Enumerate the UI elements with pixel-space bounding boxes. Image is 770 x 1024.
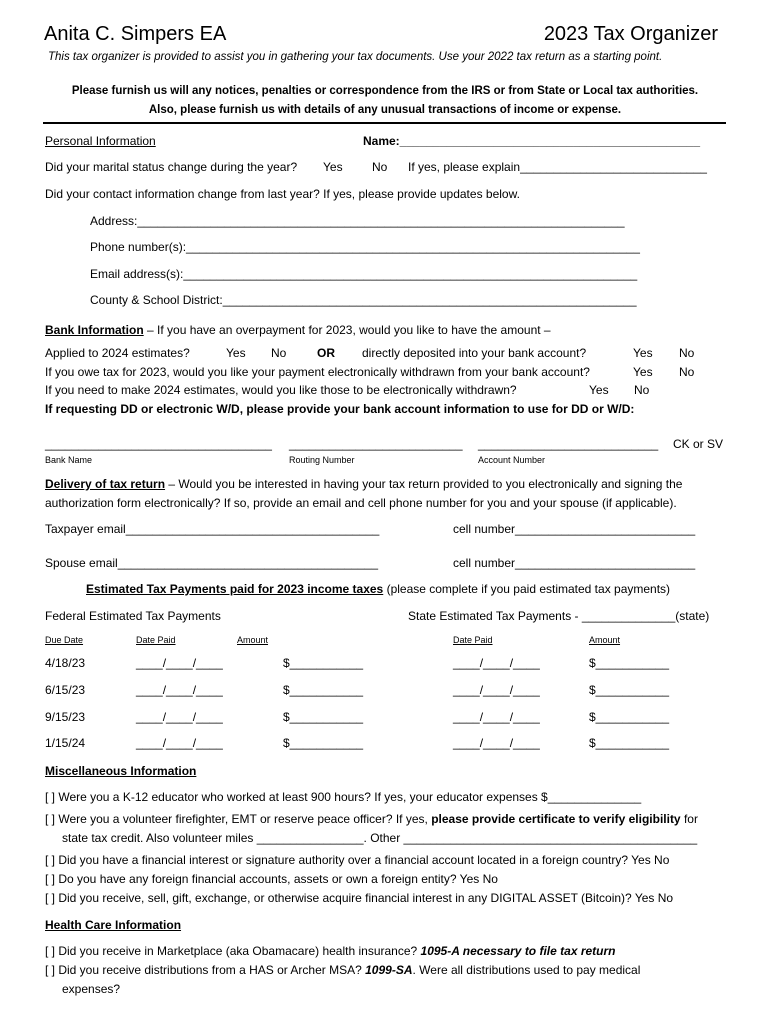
row-2-state-amount[interactable]: $___________ xyxy=(589,683,670,697)
or-label: OR xyxy=(317,346,335,360)
deposit-yes-option[interactable]: Yes xyxy=(633,346,653,360)
taxpayer-cell-field[interactable]: cell number___________________________ xyxy=(453,522,696,536)
document-title: 2023 Tax Organizer xyxy=(543,23,718,45)
header-divider xyxy=(43,122,726,124)
state-date-paid-header: Date Paid xyxy=(453,635,493,645)
requesting-dd-instruction: If requesting DD or electronic W/D, please provide your bank account information to use for DD or W/D: xyxy=(45,402,635,416)
federal-date-paid-header: Date Paid xyxy=(136,635,176,645)
volunteer-certificate-note: please provide certificate to verify eligibility xyxy=(431,812,681,826)
phone-field[interactable]: Phone number(s):____________________________________________________________________ xyxy=(90,240,640,254)
row-4-federal-date-paid[interactable]: ____/____/____ xyxy=(136,736,223,750)
row-3-state-date-paid[interactable]: ____/____/____ xyxy=(453,710,540,724)
form-1095a-note: 1095-A necessary to file tax return xyxy=(420,944,616,958)
row-1-state-amount[interactable]: $___________ xyxy=(589,656,670,670)
hsa-question-line-2: expenses? xyxy=(62,982,121,996)
name-field[interactable]: Name:_____________________________________________ xyxy=(363,134,701,148)
deposit-no-option[interactable]: No xyxy=(679,346,695,360)
applied-yes-option[interactable]: Yes xyxy=(226,346,246,360)
owe-no-option[interactable]: No xyxy=(679,365,695,379)
account-number-field[interactable]: ___________________________ xyxy=(478,437,659,451)
firm-name: Anita C. Simpers EA xyxy=(44,23,227,45)
hsa-question[interactable] xyxy=(45,963,640,977)
row-4-state-date-paid[interactable]: ____/____/____ xyxy=(453,736,540,750)
delivery-line-2: authorization form electronically? If so, provide an email and cell phone number for you and your spouse (if applicable). xyxy=(45,496,677,510)
delivery-line-1 xyxy=(45,477,682,491)
foreign-account-question[interactable]: [ ] Did you have a financial interest or signature authority over a financial account located in a foreign country? Yes No xyxy=(45,853,670,867)
personal-info-heading: Personal Information xyxy=(45,134,156,148)
owe-tax-question: If you owe tax for 2023, would you like your payment electronically withdrawn from your bank account? xyxy=(45,365,590,379)
row-4-federal-amount[interactable]: $___________ xyxy=(283,736,364,750)
misc-info-heading: Miscellaneous Information xyxy=(45,764,197,778)
estimated-payments-note: (please complete if you paid estimated tax payments) xyxy=(383,582,671,596)
owe-yes-option[interactable]: Yes xyxy=(633,365,653,379)
row-3-federal-date-paid[interactable]: ____/____/____ xyxy=(136,710,223,724)
form-1099sa-note: 1099-SA xyxy=(365,963,413,977)
applied-estimates-question: Applied to 2024 estimates? xyxy=(45,346,190,360)
spouse-email-field[interactable]: Spouse email_______________________________________ xyxy=(45,556,378,570)
spouse-cell-field[interactable]: cell number___________________________ xyxy=(453,556,696,570)
account-number-caption: Account Number xyxy=(478,455,546,465)
applied-no-option[interactable]: No xyxy=(271,346,287,360)
due-date-header: Due Date xyxy=(45,635,84,645)
row-1-federal-amount[interactable]: $___________ xyxy=(283,656,364,670)
volunteer-miles-line[interactable]: state tax credit. Also volunteer miles ________________. Other ____________________________________________ xyxy=(62,831,698,845)
notice-line-1: Please furnish us will any notices, penalties or correspondence from the IRS or from State or Local tax authorities. xyxy=(71,85,699,97)
bank-info-line xyxy=(45,323,551,337)
row-3-federal-amount[interactable]: $___________ xyxy=(283,710,364,724)
row-4-due-date: 1/15/24 xyxy=(45,736,86,750)
row-2-federal-amount[interactable]: $___________ xyxy=(283,683,364,697)
delivery-text-1: – Would you be interested in having your tax return provided to you electronically and signing the xyxy=(165,477,683,491)
direct-deposit-question: directly deposited into your bank account? xyxy=(362,346,587,360)
volunteer-text-a: [ ] Were you a volunteer firefighter, EMT or reserve peace officer? If yes, xyxy=(45,812,432,826)
bank-info-heading: Bank Information xyxy=(45,323,144,337)
routing-number-field[interactable]: __________________________ xyxy=(289,437,463,451)
estimates-yes-option[interactable]: Yes xyxy=(589,383,609,397)
estimated-payments-heading: Estimated Tax Payments paid for 2023 income taxes xyxy=(86,582,384,596)
marital-status-question: Did your marital status change during the year? xyxy=(45,160,298,174)
educator-question[interactable]: [ ] Were you a K-12 educator who worked at least 900 hours? If yes, your educator expenses $______________ xyxy=(45,790,642,804)
marital-no-option[interactable]: No xyxy=(372,160,388,174)
row-3-due-date: 9/15/23 xyxy=(45,710,86,724)
taxpayer-email-field[interactable]: Taxpayer email______________________________________ xyxy=(45,522,380,536)
row-1-due-date: 4/18/23 xyxy=(45,656,86,670)
bank-name-caption: Bank Name xyxy=(45,455,93,465)
delivery-heading: Delivery of tax return xyxy=(45,477,166,491)
row-1-state-date-paid[interactable]: ____/____/____ xyxy=(453,656,540,670)
row-2-federal-date-paid[interactable]: ____/____/____ xyxy=(136,683,223,697)
row-3-state-amount[interactable]: $___________ xyxy=(589,710,670,724)
volunteer-text-c: for xyxy=(680,812,698,826)
notice-line-2: Also, please furnish us with details of any unusual transactions of income or expense. xyxy=(148,104,622,116)
health-care-heading: Health Care Information xyxy=(45,918,182,932)
row-1-federal-date-paid[interactable]: ____/____/____ xyxy=(136,656,223,670)
state-estimates-label[interactable]: State Estimated Tax Payments - ______________(state) xyxy=(408,609,710,623)
intro-text: This tax organizer is provided to assist you in gathering your tax documents. Use your 2022 tax return as a starting point. xyxy=(48,51,663,63)
marital-yes-option[interactable]: Yes xyxy=(323,160,343,174)
estimated-payments-line xyxy=(86,582,670,596)
hsa-text-a: [ ] Did you receive distributions from a HAS or Archer MSA? xyxy=(45,963,366,977)
estimates-withdrawn-question: If you need to make 2024 estimates, would you like those to be electronically withdrawn? xyxy=(45,383,517,397)
state-amount-header: Amount xyxy=(589,635,621,645)
row-2-state-date-paid[interactable]: ____/____/____ xyxy=(453,683,540,697)
row-2-due-date: 6/15/23 xyxy=(45,683,86,697)
email-field[interactable]: Email address(s):____________________________________________________________________ xyxy=(90,267,638,281)
estimates-no-option[interactable]: No xyxy=(634,383,650,397)
county-school-field[interactable]: County & School District:______________________________________________________________ xyxy=(90,293,637,307)
hsa-text-c: . Were all distributions used to pay medical xyxy=(412,963,641,977)
routing-number-caption: Routing Number xyxy=(289,455,355,465)
marketplace-question[interactable] xyxy=(45,944,616,958)
contact-change-question: Did your contact information change from last year? If yes, please provide updates below. xyxy=(45,187,520,201)
address-field[interactable]: Address:_________________________________________________________________________ xyxy=(90,214,625,228)
marital-explain-field[interactable]: If yes, please explain____________________________ xyxy=(408,160,707,174)
bank-info-intro: – If you have an overpayment for 2023, would you like to have the amount – xyxy=(143,323,551,337)
bank-name-field[interactable]: __________________________________ xyxy=(45,437,272,451)
digital-asset-question[interactable]: [ ] Did you receive, sell, gift, exchange, or otherwise acquire financial interest in any DIGITAL ASSET (Bitcoin)? Yes No xyxy=(45,891,674,905)
federal-estimates-label: Federal Estimated Tax Payments xyxy=(45,609,221,623)
marketplace-text: [ ] Did you receive in Marketplace (aka Obamacare) health insurance? xyxy=(45,944,421,958)
ck-or-sv-option[interactable]: CK or SV xyxy=(673,437,724,451)
federal-amount-header: Amount xyxy=(237,635,269,645)
volunteer-question[interactable] xyxy=(45,812,698,826)
row-4-state-amount[interactable]: $___________ xyxy=(589,736,670,750)
foreign-assets-question[interactable]: [ ] Do you have any foreign financial accounts, assets or own a foreign entity? Yes No xyxy=(45,872,498,886)
